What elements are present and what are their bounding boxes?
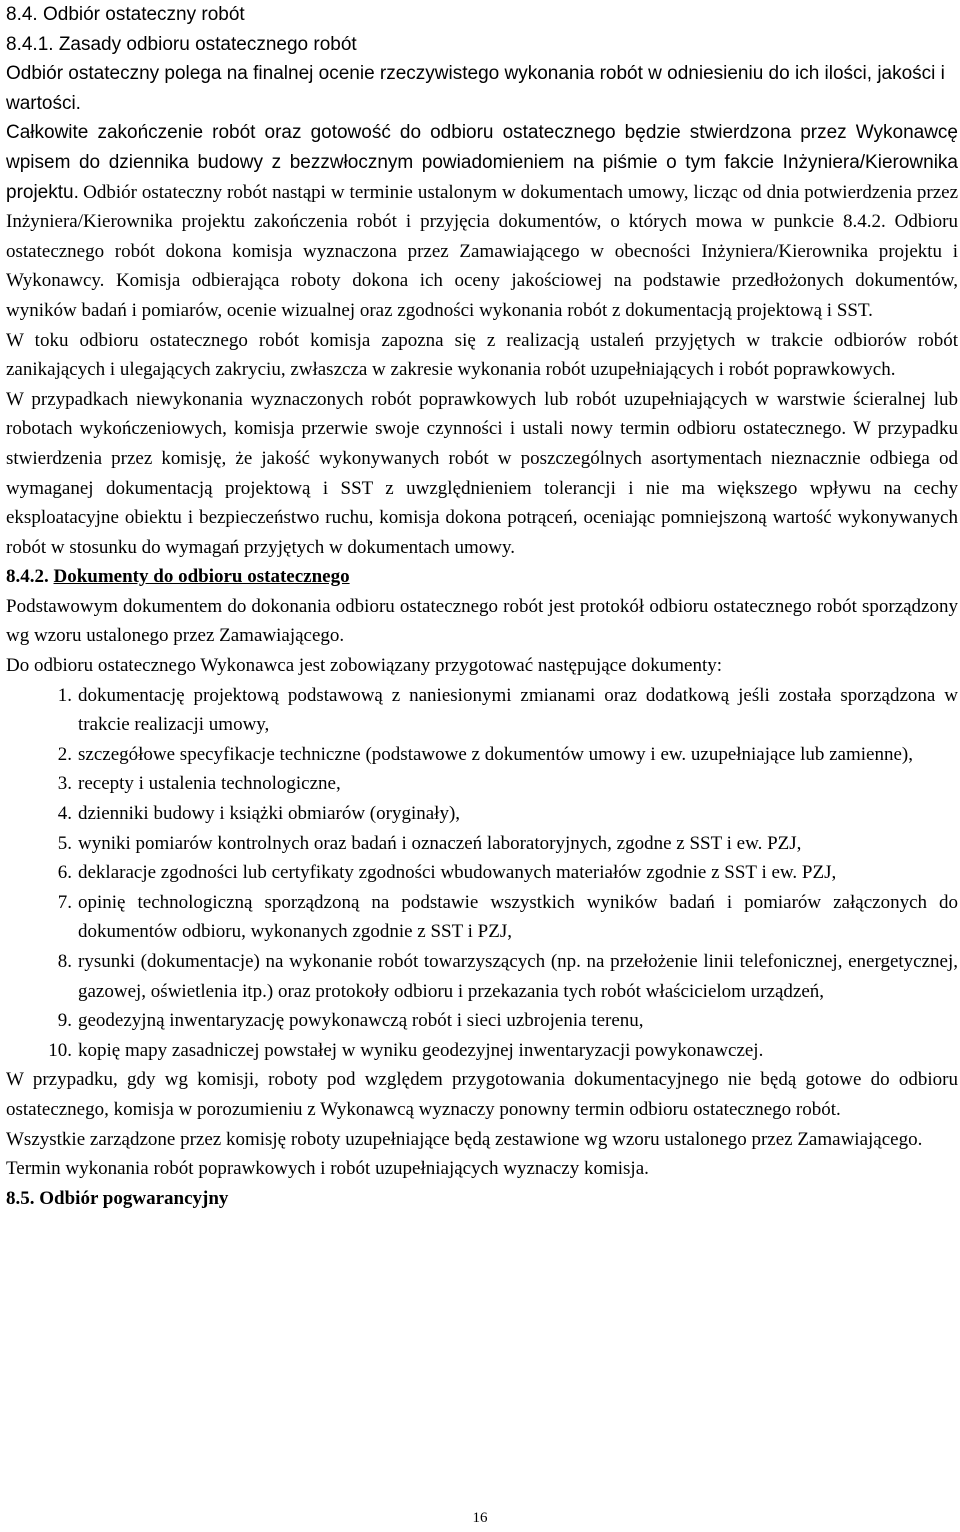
list-item-number: 3. (57, 773, 72, 795)
list-item-number: 4. (57, 803, 72, 825)
list-item-number: 2. (57, 743, 72, 765)
paragraph-supplementary-works: Wszystkie zarządzone przez komisję roboty uzupełniające będą zestawione wg wzoru ustalonego przez Zamawiającego. (6, 1128, 923, 1150)
list-item (6, 1036, 958, 1066)
list-item-number: 6. (57, 862, 72, 884)
list-item-number: 9. (57, 1010, 72, 1032)
paragraph-corrections: W przypadkach niewykonania wyznaczonych robót poprawkowych lub robót uzupełniających w warstwie ścieralnej lub robotach wykończeniowych, komisja przerwie swoje czynności i ustali nowy termin odbioru ostatecznego. W przypadku stwierdzenia przez komisję, że jakość wykonywanych robót w poszczególnych asortymentach nieznacznie odbiega od wymaganej dokumentacją projektową i SST z uwzględnieniem tolerancji i nie ma większego wpływu na cechy eksploatacyjne obiektu i bezpieczeństwo ruchu, komisja dokona potrąceń, oceniając pomniejszoną wartość wykonywanych robót w stosunku do wymagań przyjętych w dokumentach umowy. (6, 388, 958, 558)
paragraph-protocol: Podstawowym dokumentem do dokonania odbioru ostatecznego robót jest protokół odbioru ostatecznego robót sporządzony wg wzoru ustalonego przez Zamawiającego. (6, 595, 958, 647)
list-item-text: dzienniki budowy i książki obmiarów (oryginały), (78, 803, 461, 825)
paragraph-completion-part2: Odbiór ostateczny robót nastąpi w terminie ustalonym w dokumentach umowy, licząc od dnia potwierdzenia przez Inżyniera/Kierownika projektu zakończenia robót i przyjęcia dokumentów, o których mowa w punkcie 8.4.2. Odbioru ostatecznego robót dokona komisja wyznaczona przez Zamawiającego w obecności Inżyniera/Kierownika projektu i Wykonawcy. Komisja odbierająca roboty dokona ich oceny jakościowej na podstawie przedłożonych dokumentów, wyników badań i pomiarów, ocenie wizualnej oraz zgodności wykonania robót z dokumentacją projektową i SST. (6, 181, 959, 321)
list-item (6, 947, 958, 1006)
list-item (6, 858, 958, 888)
list-item (6, 769, 958, 799)
list-item (6, 799, 958, 829)
list-item (6, 829, 958, 859)
list-item-text: geodezyjną inwentaryzację powykonawczą robót i sieci uzbrojenia terenu, (78, 1010, 644, 1032)
list-item-number: 10. (48, 1039, 72, 1061)
paragraph-completion-part1: Całkowite zakończenie robót oraz gotowość do odbioru ostatecznego będzie stwierdzona przez Wykonawcę wpisem do dziennika budowy z bezzwłocznym powiadomieniem na piśmie o tym fakcie Inżyniera/Kierownika projektu. (6, 122, 958, 203)
list-item-text: kopię mapy zasadniczej powstałej w wyniku geodezyjnej inwentaryzacji powykonawczej. (78, 1039, 764, 1061)
list-item-number: 5. (57, 832, 72, 854)
list-item-text: rysunki (dokumentacje) na wykonanie robót towarzyszących (np. na przełożenie linii telefonicznej, energetycznej, gazowej, oświetlenia itp.) oraz protokoły odbioru i przekazania tych robót właścicielom urządzeń, (78, 951, 958, 1002)
documents-list (6, 681, 958, 1066)
heading-8-5: 8.5. Odbiór pogwarancyjny (6, 1187, 229, 1209)
list-item-number: 1. (57, 684, 72, 706)
paragraph-completion (6, 118, 958, 325)
heading-8-4-2 (6, 562, 958, 592)
paragraph-intro: Odbiór ostateczny polega na finalnej ocenie rzeczywistego wykonania robót w odniesieniu do ich ilości, jakości i wartości. (6, 63, 945, 114)
document-page (6, 0, 958, 1213)
heading-8-4-2-title: Dokumenty do odbioru ostatecznego (53, 566, 350, 588)
list-item-text: wyniki pomiarów kontrolnych oraz badań i oznaczeń laboratoryjnych, zgodne z SST i ew. PZJ, (78, 832, 802, 854)
list-item-text: dokumentację projektową podstawową z naniesionymi zmianami oraz dodatkową jeśli została sporządzona w trakcie realizacji umowy, (78, 684, 958, 736)
paragraph-commission-review: W toku odbioru ostatecznego robót komisja zapozna się z realizacją ustaleń przyjętych w trakcie odbiorów robót zanikających i ulegających zakryciu, zwłaszcza w zakresie wykonania robót uzupełniających i robót poprawkowych. (6, 329, 958, 381)
list-item (6, 740, 958, 770)
paragraph-deadline: Termin wykonania robót poprawkowych i robót uzupełniających wyznaczy komisja. (6, 1158, 649, 1180)
list-item-text: recepty i ustalenia technologiczne, (78, 773, 341, 795)
list-item (6, 1006, 958, 1036)
list-item-text: opinię technologiczną sporządzoną na podstawie wszystkich wyników badań i pomiarów załączonych do dokumentów odbioru, wykonanych zgodnie z SST i PZJ, (78, 891, 958, 943)
heading-8-4: 8.4. Odbiór ostateczny robót (6, 4, 245, 25)
list-item-text: deklaracje zgodności lub certyfikaty zgodności wbudowanych materiałów zgodnie z SST i ew. PZJ, (78, 862, 837, 884)
list-item-number: 8. (57, 951, 72, 972)
list-item (6, 681, 958, 740)
list-item-number: 7. (57, 891, 72, 913)
list-item-text: szczegółowe specyfikacje techniczne (podstawowe z dokumentów umowy i ew. uzupełniające lub zamienne), (78, 743, 913, 765)
list-item (6, 888, 958, 947)
page-number: 16 (472, 1510, 488, 1526)
heading-8-4-1: 8.4.1. Zasady odbioru ostatecznego robót (6, 33, 357, 55)
heading-8-4-2-number: 8.4.2. (6, 566, 49, 588)
paragraph-documents-intro: Do odbioru ostatecznego Wykonawca jest zobowiązany przygotować następujące dokumenty: (6, 655, 723, 677)
paragraph-not-ready: W przypadku, gdy wg komisji, roboty pod względem przygotowania dokumentacyjnego nie będą gotowe do odbioru ostatecznego, komisja w porozumieniu z Wykonawcą wyznaczy ponowny termin odbioru ostatecznego robót. (6, 1069, 958, 1120)
